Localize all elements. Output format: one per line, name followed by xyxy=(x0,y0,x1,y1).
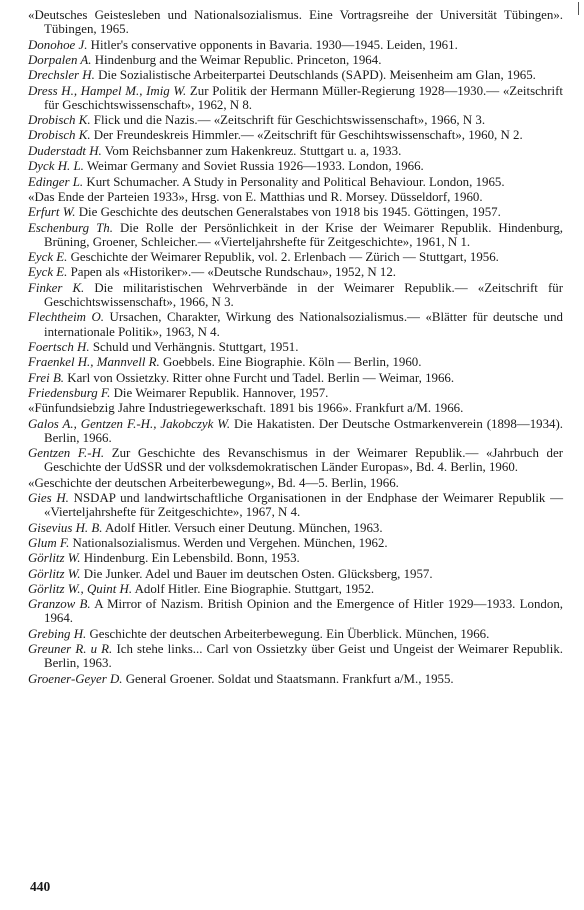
entry-text: Geschichte der deutschen Arbeiterbewegung. Ein Überblick. München, 1966. xyxy=(89,626,490,641)
entry-author: Gisevius H. B. xyxy=(28,520,103,535)
entry-author: Gies H. xyxy=(28,491,69,506)
bibliography-entry xyxy=(28,144,563,158)
entry-text: «Deutsches Geistesleben und Nationalsozialismus. Eine Vortragsreihe der Universität Tübingen». Tübingen, 1965. xyxy=(28,8,563,37)
bibliography-entry xyxy=(28,340,563,354)
bibliography-entry xyxy=(28,205,563,219)
bibliography-entry xyxy=(28,536,563,550)
entry-text: Die Hakatisten. Der Deutsche Ostmarkenverein (1898—1934). Berlin, 1966. xyxy=(44,416,563,445)
bibliography-entry xyxy=(28,672,563,686)
bibliography-entry xyxy=(28,521,563,535)
entry-author: Foertsch H. xyxy=(28,339,90,354)
entry-author: Görlitz W. xyxy=(28,566,81,581)
bibliography-entry xyxy=(28,401,563,415)
bibliography-entry xyxy=(28,310,563,338)
entry-text: Nationalsozialismus. Werden und Vergehen. München, 1962. xyxy=(72,535,388,550)
bibliography-entry xyxy=(28,38,563,52)
entry-text: Papen als «Historiker».— «Deutsche Rundschau», 1952, N 12. xyxy=(70,265,397,280)
entry-text: Schuld und Verhängnis. Stuttgart, 1951. xyxy=(92,339,299,354)
entry-text: Die Junker. Adel und Bauer im deutschen Osten. Glücksberg, 1957. xyxy=(83,566,433,581)
bibliography-entry xyxy=(28,476,563,490)
bibliography-entry xyxy=(28,446,563,474)
bibliography-entry xyxy=(28,53,563,67)
bibliography-entry xyxy=(28,642,563,670)
entry-author: Eyck E. xyxy=(28,265,68,280)
bibliography-entry xyxy=(28,567,563,581)
entry-text: A Mirror of Nazism. British Opinion and the Emergence of Hitler 1929—1933. London, 1964. xyxy=(44,597,563,626)
bibliography-entry xyxy=(28,221,563,249)
entry-text: Die militaristischen Wehrverbände in der Weimarer Republik.— «Zeitschrift für Geschichtswissenschaft», 1966, N 3. xyxy=(44,280,563,309)
bibliography-entry xyxy=(28,551,563,565)
bibliography-entry xyxy=(28,582,563,596)
entry-author: Galos A., Gentzen F.-H., Jakobczyk W. xyxy=(28,416,231,431)
entry-text: Die Rolle der Persönlichkeit in der Krise der Weimarer Republik. Hindenburg, Brüning, Groener, Schleicher.— «Vierteljahrshefte für Zeitgeschichte», 1961, N 1. xyxy=(44,220,563,249)
entry-text: NSDAP und landwirtschaftliche Organisationen in der Endphase der Weimarer Republik — «Vierteljahrshefte für Zeitgeschichte», 1967, N 4. xyxy=(44,491,563,520)
entry-author: Dress H., Hampel M., Imig W. xyxy=(28,83,187,98)
entry-text: Kurt Schumacher. A Study in Personality and Political Behaviour. London, 1965. xyxy=(86,174,505,189)
bibliography-entry xyxy=(28,190,563,204)
entry-author: Donohoe J. xyxy=(28,37,88,52)
entry-author: Drechsler H. xyxy=(28,68,95,83)
bibliography-entry xyxy=(28,627,563,641)
bibliography-entry xyxy=(28,113,563,127)
entry-text: Zur Politik der Hermann Müller-Regierung 1928—1930.— «Zeitschrift für Geschichtswissenschaft», 1962, N 8. xyxy=(44,83,563,112)
entry-text: Geschichte der Weimarer Republik, vol. 2. Erlenbach — Zürich — Stuttgart, 1956. xyxy=(70,250,499,265)
entry-author: Drobisch K. xyxy=(28,113,91,128)
entry-text: Zur Geschichte des Revanschismus in der Weimarer Republik.— «Jahrbuch der Geschichte der UdSSR und der volksdemokratischen Länder Europas», Bd. 4. Berlin, 1960. xyxy=(44,446,563,475)
bibliography-entry xyxy=(28,597,563,625)
entry-text: Vom Reichsbanner zum Hakenkreuz. Stuttgart u. a, 1933. xyxy=(104,143,402,158)
bibliography-entry xyxy=(28,159,563,173)
entry-text: Goebbels. Eine Biographie. Köln — Berlin, 1960. xyxy=(162,355,422,370)
bibliography-entry xyxy=(28,250,563,264)
entry-author: Fraenkel H., Mannvell R. xyxy=(28,355,160,370)
entry-text: Ich stehe links... Carl von Ossietzky über Geist und Ungeist der Weimarer Republik. Berlin, 1963. xyxy=(44,642,563,671)
bibliography-entry xyxy=(28,68,563,82)
entry-text: Die Weimarer Republik. Hannover, 1957. xyxy=(113,385,329,400)
entry-author: Granzow B. xyxy=(28,597,91,612)
entry-text: Ursachen, Charakter, Wirkung des Nationalsozialismus.— «Blätter für deutsche und internationale Politik», 1963, N 4. xyxy=(44,310,563,339)
entry-text: «Geschichte der deutschen Arbeiterbewegung», Bd. 4—5. Berlin, 1966. xyxy=(28,475,399,490)
entry-author: Groener-Geyer D. xyxy=(28,671,123,686)
bibliography-entry xyxy=(28,386,563,400)
entry-text: Karl von Ossietzky. Ritter ohne Furcht und Tadel. Berlin — Weimar, 1966. xyxy=(67,370,455,385)
entry-author: Eyck E. xyxy=(28,250,68,265)
entry-text: Adolf Hitler. Eine Biographie. Stuttgart, 1952. xyxy=(134,581,375,596)
entry-text: Weimar Germany and Soviet Russia 1926—1933. London, 1966. xyxy=(86,159,424,174)
bibliography-entry xyxy=(28,417,563,445)
entry-author: Erfurt W. xyxy=(28,205,76,220)
bibliography-entry xyxy=(28,8,563,36)
entry-text: «Fünfundsiebzig Jahre Industriegewerkschaft. 1891 bis 1966». Frankfurt a/M. 1966. xyxy=(28,401,464,416)
page-edge-mark xyxy=(578,2,579,15)
bibliography-entry xyxy=(28,175,563,189)
entry-author: Dorpalen A. xyxy=(28,52,92,67)
entry-author: Frei B. xyxy=(28,370,65,385)
bibliography-list xyxy=(28,8,563,687)
bibliography-entry xyxy=(28,265,563,279)
bibliography-entry xyxy=(28,491,563,519)
entry-text: Hindenburg. Ein Lebensbild. Bonn, 1953. xyxy=(83,551,300,566)
bibliography-entry xyxy=(28,281,563,309)
bibliography-entry xyxy=(28,371,563,385)
entry-author: Görlitz W., Quint H. xyxy=(28,581,133,596)
entry-text: General Groener. Soldat und Staatsmann. Frankfurt a/M., 1955. xyxy=(125,671,454,686)
entry-author: Eschenburg Th. xyxy=(28,220,113,235)
entry-text: Flick und die Nazis.— «Zeitschrift für Geschichtswissenschaft», 1966, N 3. xyxy=(93,113,486,128)
page-number: 440 xyxy=(30,879,51,894)
entry-author: Friedensburg F. xyxy=(28,385,111,400)
entry-text: Die Sozialistische Arbeiterpartei Deutschlands (SAPD). Meisenheim am Glan, 1965. xyxy=(98,68,536,83)
entry-text: Der Freundeskreis Himmler.— «Zeitschrift für Geschihtswissenschaft», 1960, N 2. xyxy=(93,128,523,143)
entry-text: Adolf Hitler. Versuch einer Deutung. München, 1963. xyxy=(104,520,383,535)
entry-author: Greuner R. u R. xyxy=(28,642,113,657)
bibliography-entry xyxy=(28,128,563,142)
entry-text: Die Geschichte des deutschen Generalstabes von 1918 bis 1945. Göttingen, 1957. xyxy=(78,205,501,220)
entry-text: Hitler's conservative opponents in Bavaria. 1930—1945. Leiden, 1961. xyxy=(90,37,458,52)
bibliography-entry xyxy=(28,355,563,369)
entry-author: Duderstadt H. xyxy=(28,143,102,158)
entry-author: Glum F. xyxy=(28,535,70,550)
entry-author: Edinger L. xyxy=(28,174,84,189)
entry-author: Dyck H. L. xyxy=(28,159,84,174)
entry-author: Drobisch K. xyxy=(28,128,91,143)
entry-author: Flechtheim O. xyxy=(28,310,105,325)
entry-author: Görlitz W. xyxy=(28,551,81,566)
entry-author: Grebing H. xyxy=(28,626,87,641)
entry-author: Finker K. xyxy=(28,280,85,295)
bibliography-entry xyxy=(28,84,563,112)
entry-text: Hindenburg and the Weimar Republic. Princeton, 1964. xyxy=(94,52,382,67)
entry-text: «Das Ende der Parteien 1933», Hrsg. von E. Matthias und R. Morsey. Düsseldorf, 1960. xyxy=(28,189,483,204)
entry-author: Gentzen F.-H. xyxy=(28,446,105,461)
